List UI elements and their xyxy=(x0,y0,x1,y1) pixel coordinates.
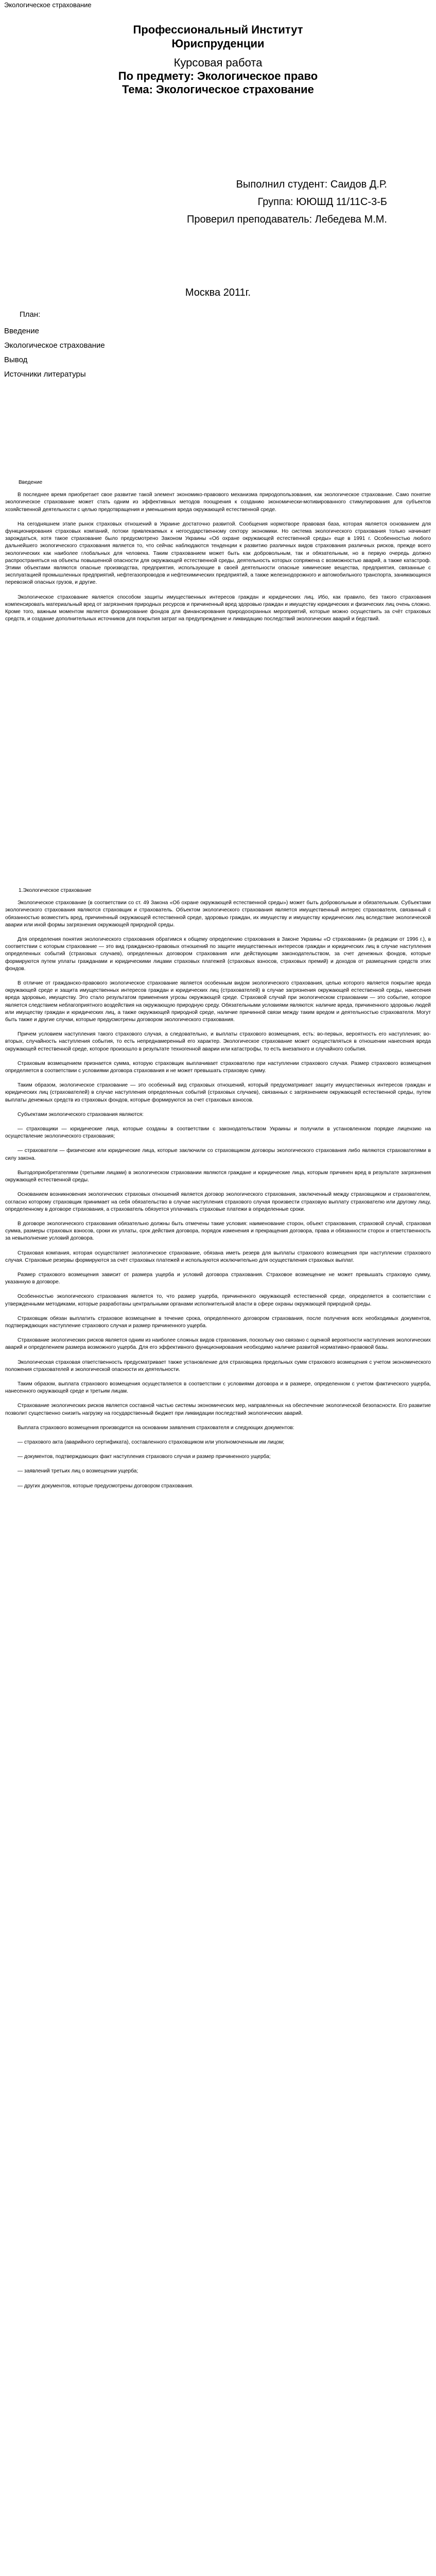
plan-list xyxy=(4,324,105,382)
paragraph: Экологическая страховая ответственность предусматривает также установление для страховщика предельных сумм страхового возмещения с учетом экономического положения страхователей и экологической опасности их деятельности. xyxy=(5,1359,431,1372)
paragraph: — страхователи — физические или юридические лица, которые заключили со страховщиком договоры экологического страхования либо являются страхователями в силу закона. xyxy=(5,1148,431,1161)
paragraph: Причем условием наступления такого страхового случая, а следовательно, и выплаты страхового возмещения, есть: во-первых, вероятность его наступления; во-вторых, случайность наступления события, то есть непреднамеренный его характер. Экологическое страхование может осуществляться в отношении нанесения вреда окружающей естественной среде, которое произошло в результате техногенной аварии или катастрофы, то есть внезапного и случайного события. xyxy=(5,1031,431,1052)
plan-item-sources: Источники литературы xyxy=(4,370,86,379)
ecological-insurance-section xyxy=(5,887,431,1490)
section-heading: 1.Экологическое страхование xyxy=(19,888,92,893)
institute-line-1: Профессиональный Институт xyxy=(133,23,303,36)
institute-line-2: Юриспруденции xyxy=(171,37,265,50)
theme-line: Тема: Экологическое страхование xyxy=(122,83,314,96)
subject-line: По предмету: Экологическое право xyxy=(118,70,318,82)
document-top-label: Экологическое страхование xyxy=(4,1,92,9)
city-year: Москва 2011г. xyxy=(185,287,251,298)
paragraph: В договоре экологического страхования обязательно должны быть отмечены такие условия: наименование сторон, объект страхования, страховой случай, страховая сумма, размеры страховых взносов, сроки их уплаты, срок действия договора, порядок изменения и прекращения договора, права и обязанности сторон и ответственность за невыполнение условий договора. xyxy=(5,1221,431,1242)
paragraph: Выплата страхового возмещения производится на основании заявления страхователя и следующих документов: xyxy=(18,1425,294,1431)
author-line: Выполнил студент: Саидов Д.Р. xyxy=(236,179,387,190)
paragraph: Страховым возмещением признается сумма, которую страховщик выплачивает страхователю при наступлении страхового случая. Размер страхового возмещения определяется в соответствии с условиями договора страхования и не может превышать страховую сумму. xyxy=(5,1060,431,1074)
paragraph: Основанием возникновения экологических страховых отношений является договор экологического страхования, заключенный между страховщиком и страхователем, согласно которому страховщик принимает на себя обязательство в случае наступления страхового случая произвести страховую выплату страхователю или другому лицу, определенному в договоре страхования, а страхователь обязуется уплачивать страховые платежи в определенные сроки. xyxy=(5,1192,431,1212)
paragraph: — страховщики — юридические лица, которые созданы в соответствии с законодательством Украины и получили в установленном порядке лицензию на осуществление экологического страхования; xyxy=(5,1126,431,1140)
paragraph: Экологическое страхование является способом защиты имущественных интересов граждан и юридических лиц. Ибо, как правило, без такого страхования компенсировать материальный вред от загрязнения природных ресурсов и причиненный вред здоровью граждан и имуществу юридических и физических лиц очень сложно. Кроме того, важным моментом является формирование фондов для финансирования природоохранных мероприятий, которые можно осуществить за счёт страховых средств, и создание дополнительных источников для покрытия затрат на предупреждение и ликвидацию последствий экологических аварий и бедствий. xyxy=(5,594,431,622)
plan-item-introduction: Введение xyxy=(4,327,39,335)
paragraph: Особенностью экологического страхования является то, что размер ущерба, причиненного окружающей естественной среде, определяется в соответствии с утвержденными методиками, которые разработаны центральными органами исполнительной власти в сфере охраны окружающей природной среды. xyxy=(5,1294,431,1307)
plan-item-conclusion: Вывод xyxy=(4,355,28,364)
plan-title: План: xyxy=(20,310,41,319)
paragraph: В последнее время приобретает свое развитие такой элемент экономико-правового механизма природопользования, как экологическое страхование. Само понятие экологическое страхование может стать одним из эффективных методов поощрения к созданию экономически-мотивированного стимулирования для субъектов хозяйственной деятельности с целью предотвращения и уменьшения вреда окружающей естественной среде. xyxy=(5,492,431,513)
paragraph: Таким образом, экологическое страхование — это особенный вид страховых отношений, который предусматривает защиту имущественных интересов граждан и юридических лиц (страхователей) в случае наступления определенных событий (страховых случаев), связанных с загрязнением окружающей естественной среды, путем выплаты денежных средств из страховых фондов, которые формируются за счет страховых взносов. xyxy=(5,1082,431,1103)
paragraph: На сегодняшнем этапе рынок страховых отношений в Украине достаточно развитой. Сообщения нормотворе правовая база, которая является основанием для функционирования страховых компаний, потоки привлекаемых к негосударственному сектору экономики. Но система экологического страхования только начинает зарождаться, хотя такое страхование было предусмотрено Законом Украины «Об охране окружающей естественной среды» еще в 1991 г. Особенностью любого дальнейшего экологического страхования является то, что сейчас наблюдаются тенденции к развитию различных видов страхования различных рисков, прежде всего экологических как наиболее глобальных для человека. Таким страхованием может быть как добровольным, так и обязательным, но в первую очередь должно распространяться на объекты повышенной опасности для окружающей естественной среды, деятельность которых сопряжена с возможностью аварий, а также катастроф. Этими объектами являются опасные производства, предприятия, использующие в своей деятельности опасные химические вещества, предприятия, связанные с эксплуатацией промышленных предприятий, нефтегазопроводов и нефтехимических предприятий, а также железнодорожного и автомобильного транспорта, занимающихся перевозкой опасных грузов, и другие. xyxy=(5,521,431,586)
paragraph: В отличие от гражданско-правового экологическое страхование является особенным видом экологического страхования, целью которого является покрытие вреда окружающей среде и защита имущественных интересов граждан и юридических лиц (страхователей) в случае загрязнения окружающей естественной среды, нанесения вреда здоровью, имуществу. Это стало результатом применения угрозы окружающей среде. Страховой случай при экологическом страховании — это событие, которое является следствием неблагоприятного воздействия на окружающую природную среду. Обязательными условиями являются: наличие вреда, причиненного здоровью людей или имуществу граждан и юридических лиц, а также окружающей природной среде, наличие причинной связи между таким вредом и деятельностью страхователя. Могут быть также и другие случаи, которые предусмотрены договором экологического страхования. xyxy=(5,980,431,1023)
paragraph: Страхование экологических рисков является составной частью системы экономических мер, направленных на обеспечение экологической безопасности. Его развитие позволит существенно снизить нагрузку на государственный бюджет при ликвидации последствий экологических аварий. xyxy=(5,1403,431,1416)
paragraph: Страховщик обязан выплатить страховое возмещение в течение срока, определенного договором страхования, после получения всех необходимых документов, подтверждающих наступление страхового случая и размер причиненного ущерба. xyxy=(5,1315,431,1329)
paragraph: — страхового акта (аварийного сертификата), составленного страховщиком или уполномоченным им лицом; xyxy=(18,1439,285,1445)
paragraph: Таким образом, выплата страхового возмещения осуществляется в соответствии с условиями договора и в размере, определенном с учетом фактического ущерба, нанесенного окружающей среде и третьим лицам. xyxy=(5,1381,431,1395)
paragraph: Страховая компания, которая осуществляет экологическое страхование, обязана иметь резерв для выплаты страхового возмещения при наступлении страхового случая. Страховые резервы формируются за счёт страховых платежей и используются исключительно для осуществления страховых выплат. xyxy=(5,1250,431,1263)
work-type: Курсовая работа xyxy=(173,56,263,69)
paragraph: Экологическое страхование (в соответствии со ст. 49 Закона «Об охране окружающей естественной среды») может быть добровольным и обязательным. Субъектами экологического страхования являются страховщик и страхователь. Объектом экологического страхования является имущественный интерес страхователя, связанный с обязанностью возместить вред, причиненный окружающей естественной среде, здоровью граждан, их имуществу и имуществу юридических лиц вследствие экологической аварии или иной формы загрязнения окружающей природной среды. xyxy=(5,900,431,928)
paragraph: Выгодоприобретателями (третьими лицами) в экологическом страховании являются граждане и юридические лица, которым причинен вред в результате загрязнения окружающей естественной среды. xyxy=(5,1170,431,1183)
paragraph: — заявлений третьих лиц о возмещении ущерба; xyxy=(18,1468,138,1475)
introduction-heading: Введение xyxy=(19,480,43,485)
group-line: Группа: ЮЮШД 11/11С-3-Б xyxy=(257,196,387,208)
introduction-section xyxy=(5,479,431,623)
paragraph: Страхование экологических рисков является одним из наиболее сложных видов страхования, поскольку оно связано с оценкой вероятности наступления экологических аварий и определением размера возможного ущерба. Для его эффективного функционирования необходимо наличие развитой нормативно-правовой базы. xyxy=(5,1337,431,1351)
institute-title xyxy=(0,23,436,50)
checker-line: Проверил преподаватель: Лебедева М.М. xyxy=(187,214,387,225)
paragraph: Для определения понятия экологического страхования обратимся к общему определению страхования в Законе Украины «О страховании» (в редакции от 1996 г.), в соответствии с которым страхование — это вид гражданско-правовых отношений по защите имущественных интересов граждан и юридических лиц в случае наступления определенных событий (страховых случаев), определенных договором страхования или действующим законодательством, за счет денежных фондов, которые формируются путем уплаты гражданами и юридическими лицами страховых платежей (страховых взносов, страховых премий) и доходов от размещения средств этих фондов. xyxy=(5,937,431,972)
paragraph: Размер страхового возмещения зависит от размера ущерба и условий договора страхования. Страховое возмещение не может превышать страховую сумму, указанную в договоре. xyxy=(5,1272,431,1285)
plan-item-ecological-insurance: Экологическое страхование xyxy=(4,341,105,350)
paragraph: Субъектами экологического страхования являются: xyxy=(18,1111,144,1117)
paragraph: — других документов, которые предусмотрены договором страхования. xyxy=(18,1483,194,1489)
paragraph: — документов, подтверждающих факт наступления страхового случая и размер причиненного ущерба; xyxy=(18,1454,271,1460)
